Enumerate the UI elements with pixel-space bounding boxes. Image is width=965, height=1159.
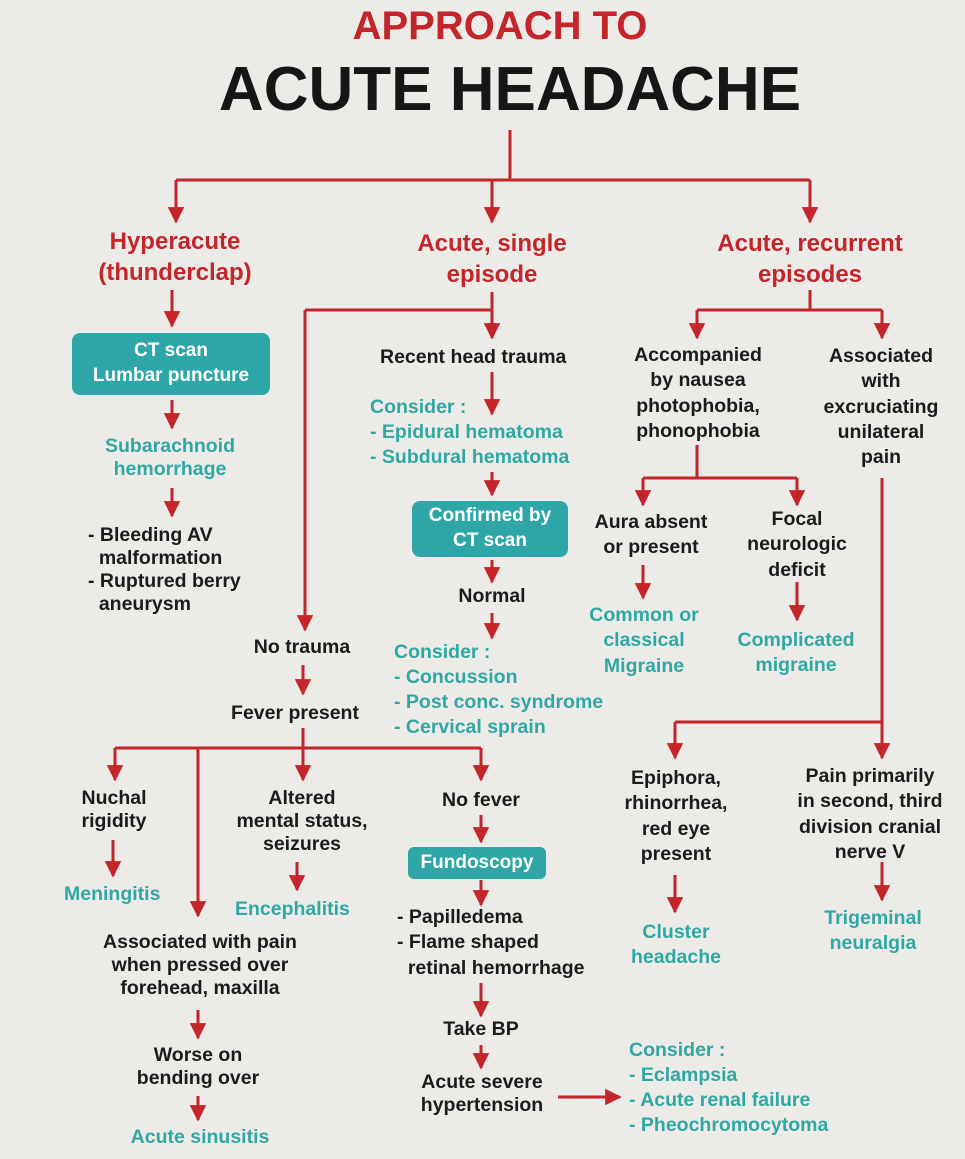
common-migraine: Common or classical Migraine — [589, 604, 699, 677]
meningitis-diagnosis: Meningitis — [64, 883, 161, 905]
epiphora-rhinorrhea: Epiphora, rhinorrhea, red eye present — [624, 767, 728, 866]
acute-hypertension: Acute severe hypertension — [420, 1071, 544, 1116]
category-single: Acute, single episode — [417, 230, 567, 289]
sah-diagnosis: Subarachnoid hemorrhage — [104, 435, 236, 480]
nuchal-rigidity: Nuchal rigidity — [81, 787, 147, 832]
category-recurrent: Acute, recurrent episodes — [717, 230, 903, 289]
nausea-photophobia: Accompanied by nausea photophobia, phonophobia — [634, 344, 762, 443]
altered-mental-status: Altered mental status, seizures — [236, 787, 368, 855]
papilledema-findings: - Papilledema - Flame shaped retinal hemorrhage — [397, 906, 585, 979]
title-line1: APPROACH TO — [352, 4, 648, 48]
recent-head-trauma: Recent head trauma — [380, 346, 567, 368]
worse-bending: Worse on bending over — [136, 1044, 260, 1089]
ct-confirm-box: Confirmed by CT scan — [412, 501, 568, 557]
sah-causes: - Bleeding AV malformation - Ruptured berry aneurysm — [88, 524, 241, 615]
consider-hematoma: Consider : - Epidural hematoma - Subdural hematoma — [370, 396, 570, 468]
connector-migraine-split — [643, 445, 697, 478]
fever-present: Fever present — [231, 702, 359, 724]
page-title: ACUTE HEADACHE — [218, 55, 802, 124]
focal-neurologic-deficit: Focal neurologic deficit — [747, 508, 847, 581]
normal-result: Normal — [458, 585, 526, 607]
fundoscopy-box: Fundoscopy — [408, 847, 546, 879]
encephalitis-diagnosis: Encephalitis — [235, 898, 350, 920]
ct-lumbar-box: CT scan Lumbar puncture — [72, 333, 270, 395]
consider-hypertension: Consider : - Eclampsia - Acute renal failure - Pheochromocytoma — [629, 1039, 829, 1136]
connector-single-split — [305, 292, 492, 310]
cluster-headache: Cluster headache — [631, 921, 721, 969]
category-hyperacute: Hyperacute (thunderclap) — [98, 228, 252, 287]
sinus-pain: Associated with pain when pressed over forehead, maxilla — [103, 931, 297, 999]
connector-recurrent-split — [697, 290, 810, 310]
excruciating-unilateral-pain: Associated with excruciating unilateral pain — [823, 345, 939, 469]
sinusitis-diagnosis: Acute sinusitis — [130, 1126, 270, 1148]
complicated-migraine: Complicated migraine — [737, 629, 855, 677]
no-trauma: No trauma — [253, 636, 351, 658]
aura-absent-present: Aura absent or present — [594, 511, 708, 559]
cranial-nerve-pain: Pain primarily in second, third division cranial nerve V — [797, 765, 943, 864]
connector-fever-bar — [115, 728, 303, 748]
consider-concussion: Consider : - Concussion - Post conc. syndrome - Cervical sprain — [394, 641, 604, 738]
trigeminal-neuralgia: Trigeminal neuralgia — [824, 907, 922, 955]
take-bp: Take BP — [443, 1018, 519, 1040]
no-fever: No fever — [441, 789, 521, 811]
